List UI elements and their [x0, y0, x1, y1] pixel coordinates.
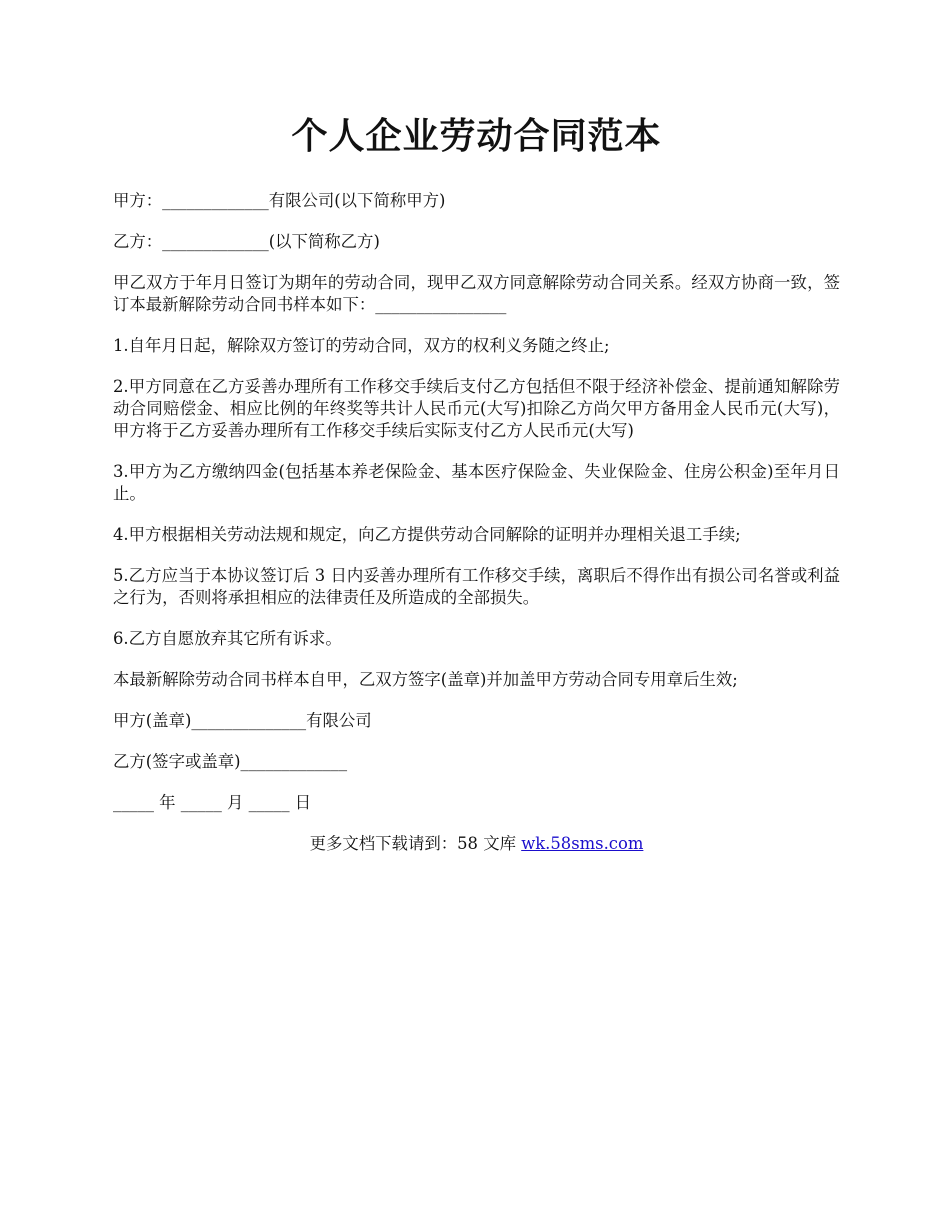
clause-1: 1.自年月日起，解除双方签订的劳动合同，双方的权利义务随之终止;	[113, 336, 610, 355]
clause-4: 4.甲方根据相关劳动法规和规定，向乙方提供劳动合同解除的证明并办理相关退工手续;	[113, 525, 741, 544]
download-footer	[113, 833, 840, 855]
party-a-seal-line: 甲方(盖章)______________有限公司	[113, 711, 372, 730]
party-b-line: 乙方：_____________(以下简称乙方)	[113, 232, 380, 251]
intro-paragraph: 甲乙双方于年月日签订为期年的劳动合同，现甲乙双方同意解除劳动合同关系。经双方协商一致，签订本最新解除劳动合同书样本如下：________________	[113, 273, 840, 314]
footer-text: 更多文档下载请到：58 文库	[309, 834, 522, 853]
clause-2: 2.甲方同意在乙方妥善办理所有工作移交手续后支付乙方包括但不限于经济补偿金、提前通知解除劳动合同赔偿金、相应比例的年终奖等共计人民币元(大写)扣除乙方尚欠甲方备用金人民币元(大写)，甲方将于乙方妥善办理所有工作移交手续后实际支付乙方人民币元(大写)	[113, 377, 840, 440]
clause-6: 6.乙方自愿放弃其它所有诉求。	[113, 629, 342, 648]
document-page	[113, 108, 840, 855]
effective-clause: 本最新解除劳动合同书样本自甲，乙双方签字(盖章)并加盖甲方劳动合同专用章后生效;	[113, 670, 738, 689]
party-b-signature-line: 乙方(签字或盖章)_____________	[113, 752, 348, 771]
document-title: 个人企业劳动合同范本	[291, 115, 662, 157]
clause-3: 3.甲方为乙方缴纳四金(包括基本养老保险金、基本医疗保险金、失业保险金、住房公积金)至年月日止。	[113, 462, 840, 503]
date-line: _____ 年 _____ 月 _____ 日	[113, 793, 312, 812]
party-a-line: 甲方：_____________有限公司(以下简称甲方)	[113, 191, 446, 210]
clause-5: 5.乙方应当于本协议签订后 3 日内妥善办理所有工作移交手续，离职后不得作出有损公司名誉或利益之行为，否则将承担相应的法律责任及所造成的全部损失。	[113, 566, 840, 607]
footer-link[interactable]: wk.58sms.com	[521, 834, 644, 853]
